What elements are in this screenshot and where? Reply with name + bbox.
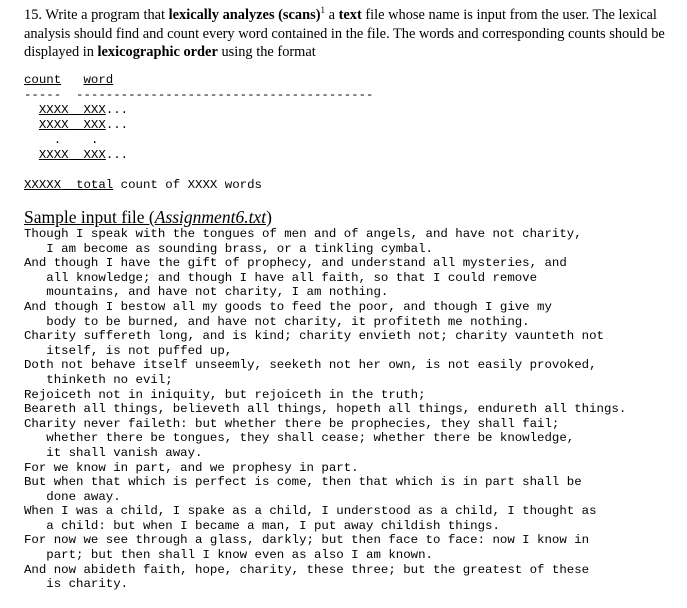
text-line: mountains, and have not charity, I am nothing.	[24, 285, 389, 300]
format-row-word: XXX	[83, 103, 106, 117]
problem-emphasis-lexicographic: lexicographic order	[97, 44, 218, 60]
text-line: Rejoiceth not in iniquity, but rejoiceth in the truth;	[24, 387, 426, 402]
text-line: done away.	[24, 489, 121, 504]
text-line: it shall vanish away.	[24, 445, 203, 460]
text-line: And though I bestow all my goods to feed the poor, and though I give my	[24, 299, 552, 314]
sample-heading-prefix: Sample input file (	[24, 207, 155, 227]
format-row-ellipsis	[24, 133, 373, 148]
sample-heading-suffix: )	[266, 207, 272, 227]
format-row-count: XXXX	[38, 103, 69, 117]
format-header-count: count	[24, 73, 62, 87]
format-row-suffix: ...	[105, 103, 129, 117]
text-line: For we know in part, and we prophesy in part.	[24, 460, 359, 475]
problem-statement	[24, 6, 674, 62]
text-line: And now abideth faith, hope, charity, these three; but the greatest of these	[24, 562, 590, 577]
text-line: And though I have the gift of prophecy, and understand all mysteries, and	[24, 256, 567, 271]
format-total-row	[24, 178, 373, 193]
text-line: I am become as sounding brass, or a tinkling cymbal.	[24, 241, 433, 256]
format-row	[24, 103, 373, 118]
format-row	[24, 148, 373, 163]
sample-heading	[24, 206, 272, 228]
text-line: all knowledge; and though I have all faith, so that I could remove	[24, 270, 538, 285]
text-line: a child: but when I became a man, I put away childish things.	[24, 518, 500, 533]
output-format-block	[24, 73, 373, 193]
text-line: part; but then shall I know even as also I am known.	[24, 548, 433, 563]
problem-text-2: a	[325, 7, 339, 23]
text-line: But when that which is perfect is come, then that which is in part shall be	[24, 475, 582, 490]
problem-text-4: using the format	[217, 44, 316, 60]
text-line: is charity.	[24, 577, 129, 592]
problem-emphasis-scans: lexically analyzes (scans)	[168, 7, 321, 23]
format-row	[24, 118, 373, 133]
problem-text-1: Write a program that	[45, 7, 169, 23]
text-line: Beareth all things, believeth all things, hopeth all things, endureth all things.	[24, 402, 627, 417]
sample-filename: Assignment6.txt	[154, 207, 267, 227]
problem-emphasis-text: text	[338, 7, 362, 23]
format-row-count: .	[53, 133, 62, 147]
text-line: whether there be tongues, they shall cease; whether there be knowledge,	[24, 431, 575, 446]
format-row-suffix: ...	[105, 148, 129, 162]
text-line: thinketh no evil;	[24, 372, 173, 387]
text-line: itself, is not puffed up,	[24, 343, 233, 358]
format-row-word: .	[90, 133, 99, 147]
text-line: When I was a child, I spake as a child, I understood as a child, I thought as	[24, 504, 597, 519]
format-header-word: word	[83, 73, 114, 87]
text-line: Though I speak with the tongues of men and of angels, and have not charity,	[24, 227, 582, 241]
format-spacer	[24, 163, 373, 178]
format-row-count: XXXX	[38, 118, 69, 132]
format-row-count: XXXX	[38, 148, 69, 162]
text-line: Charity suffereth long, and is kind; charity envieth not; charity vaunteth not	[24, 329, 604, 344]
text-line: For now we see through a glass, darkly; but then face to face: now I know in	[24, 533, 590, 548]
format-total-count: XXXXX	[24, 178, 62, 192]
text-line: Doth not behave itself unseemly, seeketh not her own, is not easily provoked,	[24, 358, 597, 373]
format-dash-line: ----- ----------------------------------------	[24, 88, 374, 102]
sample-file-contents	[24, 227, 684, 592]
format-total-label: total	[76, 178, 114, 192]
text-line: Charity never faileth: but whether there be prophecies, they shall fail;	[24, 416, 560, 431]
format-row-word: XXX	[83, 148, 106, 162]
problem-text-3: file whose name is input from the user. The lexical analysis should find and count every word contained in the file. The words and corresponding counts should be displayed in	[24, 7, 665, 60]
format-row-suffix: ...	[105, 118, 129, 132]
format-header-row	[24, 73, 373, 88]
format-total-suffix: count of XXXX words	[113, 178, 262, 192]
footnote-marker: 1	[320, 5, 326, 16]
format-row-word: XXX	[83, 118, 106, 132]
text-line: body to be burned, and have not charity, it profiteth me nothing.	[24, 314, 530, 329]
problem-number: 15.	[24, 7, 46, 23]
